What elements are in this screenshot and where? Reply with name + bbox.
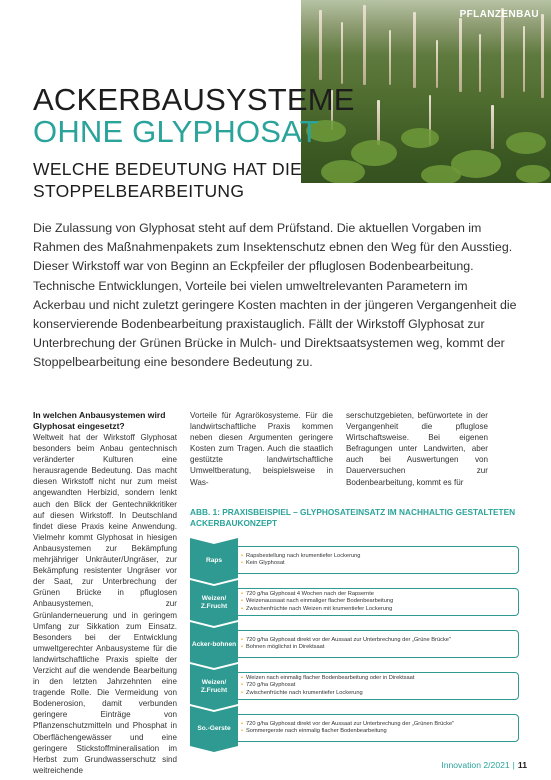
article-title-line1: ACKERBAUSYSTEME [33, 82, 355, 117]
rotation-item: • Weizen nach einmalig flacher Bodenbearbeitung oder in Direktsaat [241, 675, 518, 682]
rotation-box [214, 630, 519, 658]
column-text: Weltweit hat der Wirkstoff Glyphosat besonders beim Anbau gentechnisch veränderter Kulturen eine herausragende Bedeutung. Das macht diesen Wirkstoff nicht nur zum meist angewandten Herbizid, sondern lenkt auch den Blick der Gentechnikkritiker auf diesen Wirkstoff. In Deutschland findet diese Praxis keine Anwendung. Vielmehr kommt Glyphosat in hiesigen Anbausystemen zur Bekämpfung mehrjähriger Unkräuter/Ungräser, zur Bekämpfung resistenter Ungräser vor der Saat, zur Unterbrechung der Grünen Brücke in pfluglosen Anbausystemen, zur Grünlanderneuerung und in geringem Umfang zur Sikkation zum Einsatz. Besonders bei der Entwicklung umweltgerechter Anbausysteme für die landwirtschaftliche Praxis spielte der Verzicht auf die wendende Bearbeitung in den letzten Jahrzehnten eine tragende Rolle. Die Vermeidung von Bodenerosion, damit verbunden geringere Einträge von Pflanzenschutzmitteln und Phosphat in Oberflächengewässer und eine geringere Stickstoffmineralisation im Herbst zum Grundwasserschutz sind weitreichende [33, 433, 177, 775]
figure-title: ABB. 1: PRAXISBEISPIEL – GLYPHOSATEINSATZ IM NACHHALTIG GESTALTETEN ACKERBAUKONZEPT [190, 507, 516, 528]
rotation-label: Raps [205, 557, 223, 565]
article-intro: Die Zulassung von Glyphosat steht auf dem Prüfstand. Die aktuellen Vorgaben im Rahmen des Maßnahmenpakets zum Insektenschutz ebnen den Weg für den Ausstieg. Dieser Wirkstoff war von Beginn an Eckpfeiler der pfluglosen Bodenbearbeitung. Technische Entwicklungen, Vorteile bei vielen umweltrelevanten Parametern im Ackerbau und nicht zuletzt geringere Kosten machten in der jüngeren Vergangenheit die konservierende Bodenbearbeitung praxistauglich. Fällt der Wirkstoff Glyphosat zur Unterbrechung der Grünen Brücke in Mulch- und Direktsaatsystemen weg, kommt der Stoppelbearbeitung eine besondere Bedeutung zu. [33, 221, 517, 370]
rotation-item: • 720 g/ha Glyphosat direkt vor der Aussaat zur Unterbrechung der „Grünen Brücke" [241, 721, 518, 728]
article-title-line2: OHNE GLYPHOSAT [33, 114, 319, 149]
rotation-item: • 720 g/ha Glyphosat 4 Wochen nach der Rapsernte [241, 591, 518, 598]
column-heading: In welchen Anbausystemen wird Glyphosat eingesetzt? [33, 410, 166, 431]
rotation-row [190, 670, 522, 704]
rotation-box [214, 714, 519, 742]
section-tag: PFLANZENBAU [459, 9, 539, 20]
rotation-box [214, 588, 519, 616]
body-column-2 [190, 410, 333, 488]
rotation-item: • 720 g/ha Glyphosat [241, 682, 518, 689]
rotation-label: Weizen/ Z.Frucht [200, 679, 228, 694]
rotation-label: So.-Gerste [197, 725, 231, 733]
rotation-box [214, 672, 519, 700]
rotation-item: • Rapsbestellung nach krumentiefer Lockerung [241, 553, 518, 560]
rotation-item: • Bohnen möglichst in Direktsaat [241, 644, 518, 651]
rotation-item: • Sommergerste nach einmalig flacher Bodenbearbeitung [241, 728, 518, 735]
body-column-1 [33, 410, 177, 776]
rotation-label: Acker-bohnen [191, 641, 237, 649]
rotation-row [190, 628, 522, 662]
article-subtitle: WELCHE BEDEUTUNG HAT DIE STOPPELBEARBEITUNG [33, 159, 303, 201]
rotation-item: • Weizenaussaat nach einmaliger flacher Bodenbearbeitung [241, 598, 518, 605]
rotation-item: • 720 g/ha Glyphosat direkt vor der Aussaat zur Unterbrechung der „Grüne Brücke" [241, 637, 518, 644]
column-text: serschutzgebieten, befürwortete in der Vergangenheit die pfluglose Wirtschaftsweise. Bei eigenen Befragungen unter Landwirten, aber auch bei Auswertungen von Dauerversuchen zur Bodenbearbeitung, kommt es für [346, 411, 488, 487]
rotation-item: • Zwischenfrüchte nach krumentiefer Lockerung [241, 690, 518, 697]
footer-separator: | [512, 760, 515, 770]
body-column-3 [346, 410, 488, 488]
rotation-box [214, 546, 519, 574]
crop-rotation-diagram [190, 540, 522, 758]
rotation-row [190, 544, 522, 578]
rotation-row [190, 586, 522, 620]
rotation-label: Weizen/ Z.Frucht [200, 595, 228, 610]
issue-label: Innovation 2/2021 [441, 760, 510, 770]
rotation-row [190, 712, 522, 746]
column-text: Vorteile für Agrarökosysteme. Für die landwirtschaftliche Praxis kommen neben diesen Argumenten geringere Kosten zum Tragen. Auch die staatlich gestützte landwirtschaftliche Umweltberatung, beispielsweise in Was- [190, 411, 333, 487]
rotation-item: • Zwischenfrüchte nach Weizen mit krumentiefer Lockerung [241, 606, 518, 613]
page-number: 11 [517, 760, 527, 770]
page-footer [441, 760, 527, 770]
rotation-item: • Kein Glyphosat [241, 560, 518, 567]
